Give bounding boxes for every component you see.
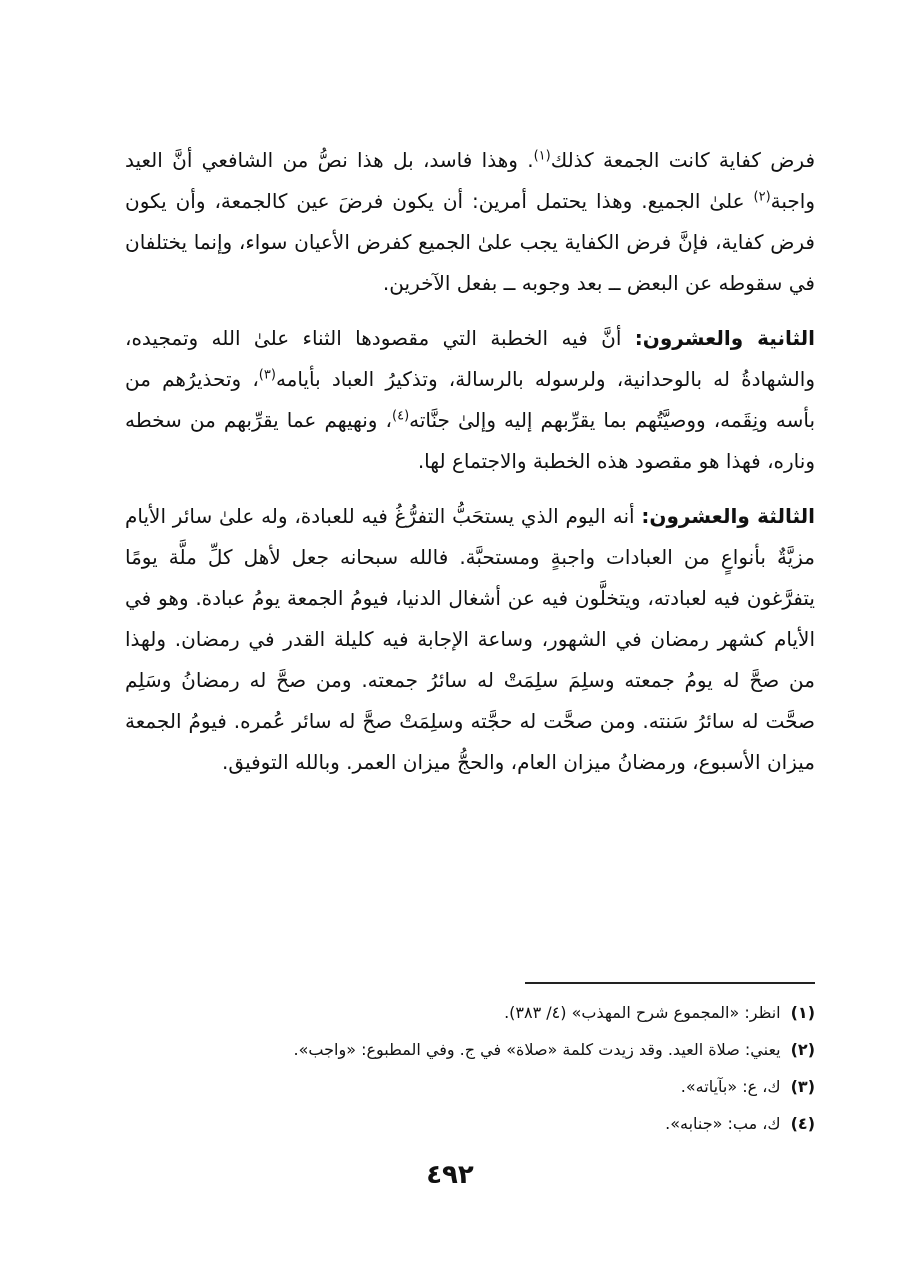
footnote-item [125, 1068, 815, 1105]
paragraph-2-heading: الثانية والعشرون: [634, 326, 815, 350]
footnote-item [125, 1031, 815, 1068]
footnote-ref-4[interactable]: (٤) [392, 408, 410, 424]
page-number: ٤٩٢ [426, 1160, 474, 1190]
footnote-text: ك، ع: «بآياته». [680, 1077, 781, 1096]
paragraph-1 [125, 140, 815, 304]
footnote-text: ك، مب: «جنابه». [665, 1114, 781, 1133]
main-text [125, 140, 815, 783]
paragraph-1-text-b: . وهذا فاسد، بل هذا نصُّ من الشافعي أنَّ العيد واجبة [125, 148, 815, 213]
footnote-text: انظر: «المجموع شرح المهذب» (٤/ ٣٨٣). [504, 1003, 781, 1022]
footnote-number: (٤) [790, 1114, 815, 1133]
paragraph-2 [125, 318, 815, 482]
paragraph-1-text-c: علىٰ الجميع. وهذا يحتمل أمرين: أن يكون فرضَ عين كالجمعة، وأن يكون فرض كفاية، فإنَّ فرض الكفاية يجب علىٰ الجميع كفرض الأعيان سواء، وإنما يختلفان في سقوطه عن البعض ــ بعد وجوبه ــ بفعل الآخرين. [125, 189, 815, 295]
footnote-ref-2[interactable]: (٢) [753, 189, 771, 205]
footnote-ref-1[interactable]: (١) [533, 148, 551, 164]
footnote-item [125, 1105, 815, 1142]
paragraph-3-heading: الثالثة والعشرون: [641, 504, 815, 528]
footnote-number: (٣) [790, 1077, 815, 1096]
footnote-item [125, 994, 815, 1031]
paragraph-2-text-b: ، وتحذيرُهم من بأسه ونِقَمه، ووصيَّتُهم بما يقرِّبهم إليه وإلىٰ جنَّاته [125, 367, 816, 432]
footnote-ref-3[interactable]: (٣) [258, 367, 276, 383]
footnotes [125, 994, 815, 1142]
paragraph-1-text-a: فرض كفاية كانت الجمعة كذلك [550, 148, 816, 172]
footnote-separator [525, 982, 815, 984]
footnote-text: يعني: صلاة العيد. وقد زيدت كلمة «صلاة» في ج. وفي المطبوع: «واجب». [293, 1040, 781, 1059]
paragraph-3-text: أنه اليوم الذي يستحَبُّ التفرُّغُ فيه للعبادة، وله علىٰ سائر الأيام مزيَّةٌ بأنواعٍ من العبادات واجبةٍ ومستحبَّة. فالله سبحانه جعل لأهل كلِّ ملَّة يومًا يتفرَّغون فيه لعبادته، ويتخلَّون فيه عن أشغال الدنيا، فيومُ الجمعة يومُ عبادة. وهو في الأيام كشهر رمضان في الشهور، وساعة الإجابة فيه كليلة القدر في رمضان. ولهذا من صحَّ له يومُ جمعته وسلِمَ سلِمَتْ له سائرُ جمعته. ومن صحَّ له رمضانُ وسَلِم صحَّت له سائرُ سَنته. ومن صحَّت له حجَّته وسلِمَتْ صحَّ له سائر عُمره. فيومُ الجمعة ميزان الأسبوع، ورمضانُ ميزان العام، والحجُّ ميزان العمر. وبالله التوفيق. [125, 504, 815, 774]
footnote-number: (٢) [790, 1040, 815, 1059]
paragraph-2-text-a: أنَّ فيه الخطبة التي مقصودها الثناء علىٰ الله وتمجيده، والشهادةُ له بالوحدانية، ولرسوله بالرسالة، وتذكيرُ العباد بأيامه [125, 326, 815, 391]
paragraph-2-text-c: ، ونهيهم عما يقرِّبهم من سخطه وناره، فهذا هو مقصود هذه الخطبة والاجتماع لها. [125, 408, 815, 473]
paragraph-3 [125, 496, 815, 783]
footnote-number: (١) [790, 1003, 815, 1022]
